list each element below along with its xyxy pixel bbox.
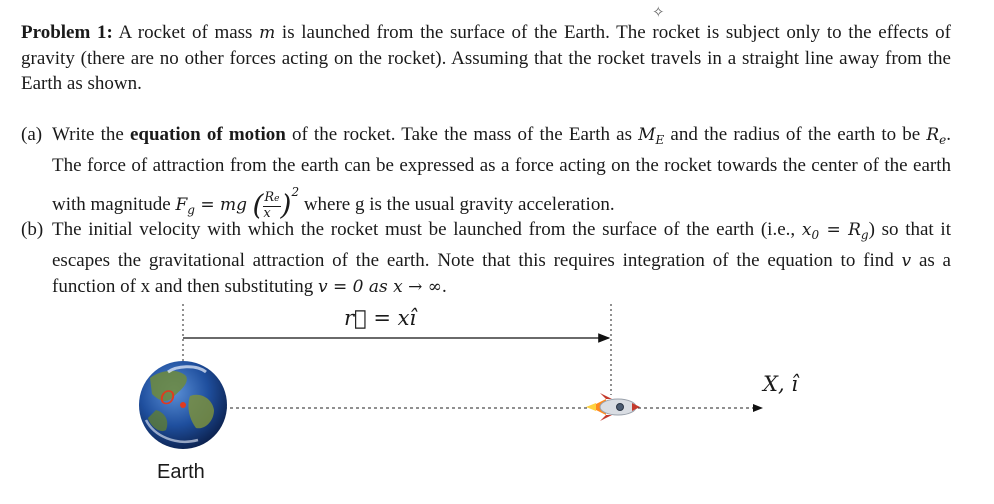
velocity-symbol: v <box>901 251 912 271</box>
earth-radius-symbol: $R_e$ <box>926 125 947 147</box>
anchor-marker-icon: ✧ <box>652 5 665 21</box>
earth-label: Earth <box>157 461 205 483</box>
problem-heading: Problem 1: <box>21 22 113 43</box>
origin-label: O <box>160 387 175 409</box>
problem-text-1: A rocket of mass <box>112 22 260 43</box>
part-b-text-4: . <box>441 276 447 297</box>
part-a-text-5: where g is the usual gravity acceleration. <box>299 194 615 215</box>
position-vector-label: r⃗ = xî <box>344 306 417 330</box>
initial-position-equation: $x_0 = R_g$ <box>801 220 869 242</box>
earth-mass-symbol: $M_E$ <box>638 125 665 147</box>
part-b-text-3: as a function of x and then substituting <box>52 250 951 297</box>
x-axis-label: X, î <box>763 372 799 396</box>
part-a-text-1: Write the <box>52 124 130 145</box>
part-b-text-1: The initial velocity with which the rocket must be launched from the surface of the earth (i.e., <box>52 219 802 240</box>
part-b-text-2: ) so that it escapes the gravitational attraction of the earth. Note that this requires integration of the equation to find <box>52 219 951 271</box>
problem-text-2: is launched from the surface of the Earth. The rocket is subject only to the effects of gravity (there are no other forces acting on the rocket). Assuming that the rocket travels in a straight line away from the Earth as shown. <box>21 22 951 94</box>
part-b-label: (b) <box>21 219 44 240</box>
limit-condition: v = 0 as x → ∞ <box>317 277 442 297</box>
part-a-text-2: of the rocket. Take the mass of the Earth as <box>285 124 639 145</box>
part-a-label: (a) <box>21 124 43 145</box>
mass-symbol: m <box>259 23 276 43</box>
force-equation: $F_g$ = mg ( $\frac{Re}{x}$ )$^2$ <box>175 185 300 222</box>
rocket-icon <box>586 393 640 421</box>
earth-icon <box>139 361 227 449</box>
part-a-text-4: . The force of attraction from the earth can be expressed as a force acting on the rocket towards the center of the earth with magnitude <box>52 124 951 215</box>
part-a-text-3: and the radius of the earth to be <box>664 124 927 145</box>
part-a-bold: equation of motion <box>129 124 286 145</box>
